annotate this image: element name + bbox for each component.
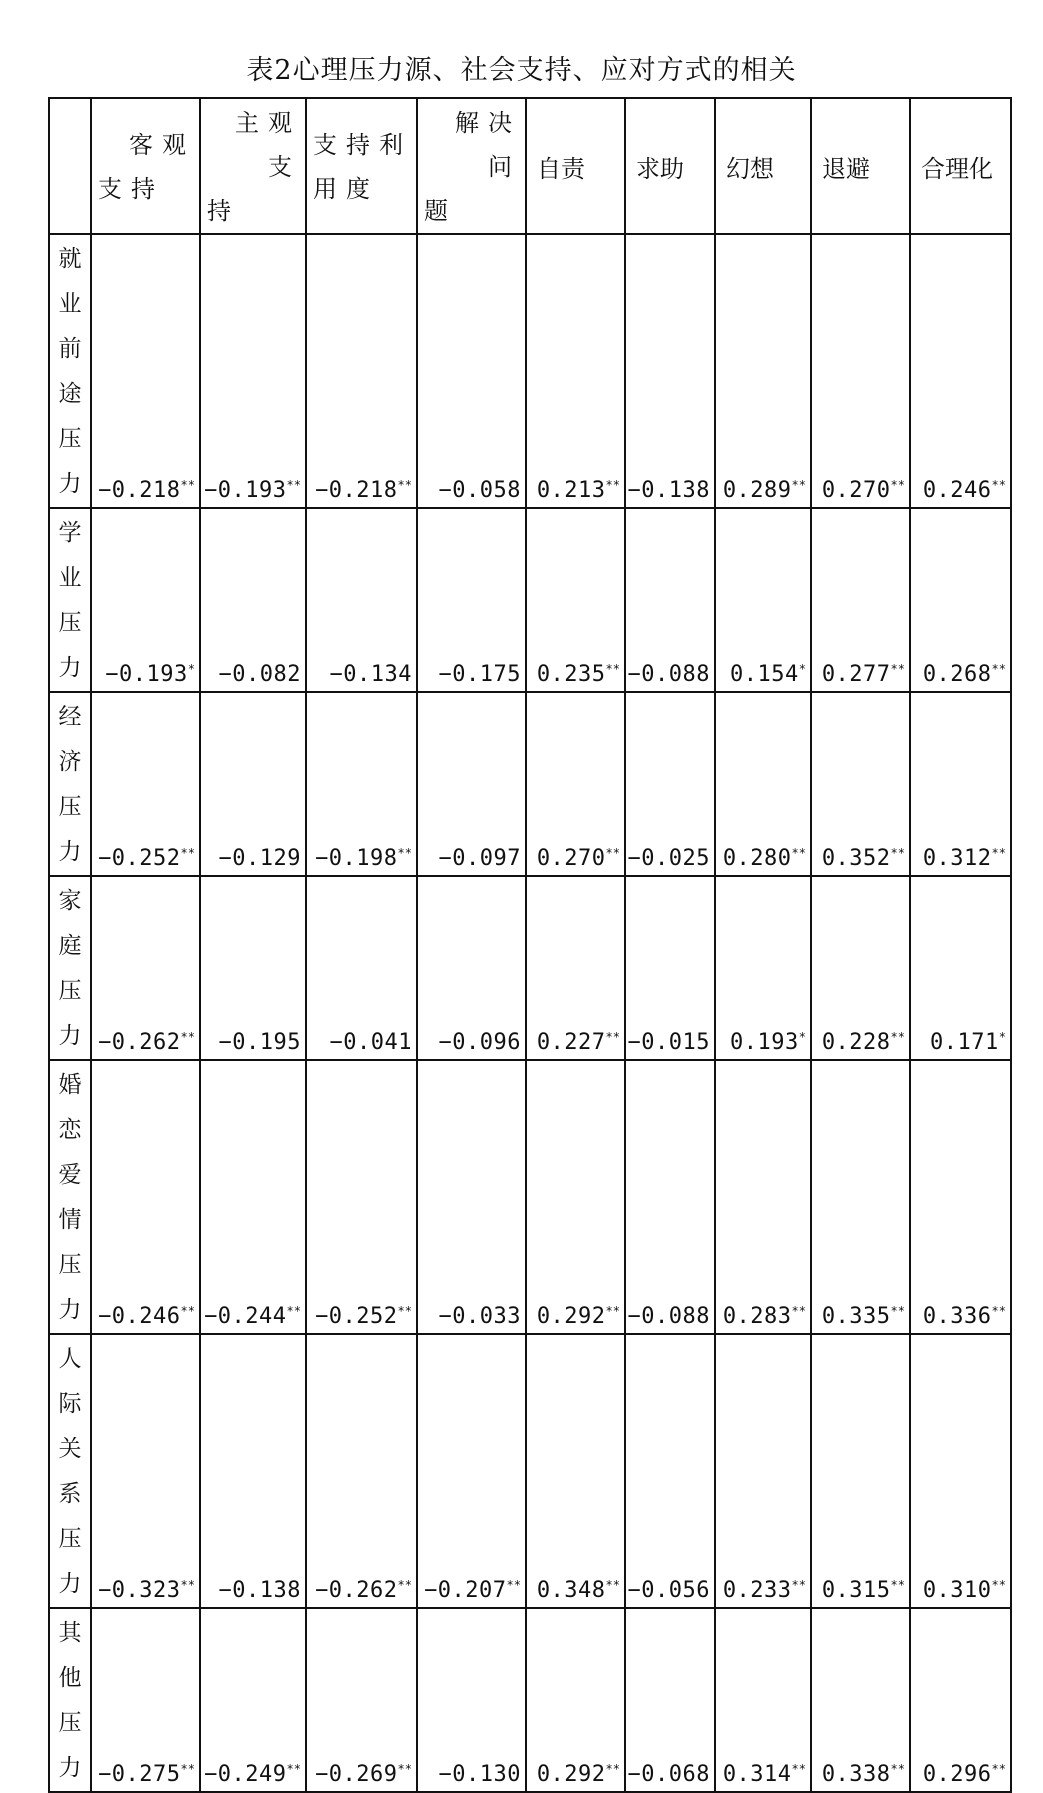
cell-value: −0.058 (438, 478, 521, 503)
column-header: 合理化 (910, 98, 1011, 234)
significance-mark: ** (180, 1030, 195, 1044)
significance-mark: ** (180, 846, 195, 860)
table-cell (200, 876, 306, 1060)
significance-mark: * (798, 1030, 806, 1044)
significance-mark: ** (397, 1762, 412, 1776)
column-header: 求助 (625, 98, 715, 234)
table-cell (526, 1060, 625, 1334)
table-cell (526, 692, 625, 876)
significance-mark: ** (991, 846, 1006, 860)
table-cell (625, 508, 715, 692)
cell-value: −0.275 (98, 1762, 181, 1787)
cell-value: −0.096 (438, 1030, 521, 1055)
cell-value: −0.041 (329, 1030, 412, 1055)
significance-mark: ** (890, 662, 905, 676)
table-cell (625, 1334, 715, 1608)
table-cell (417, 234, 526, 508)
table-cell (910, 1608, 1011, 1792)
cell-value: −0.262 (98, 1030, 181, 1055)
cell-value: −0.134 (329, 662, 412, 687)
significance-mark: * (187, 662, 195, 676)
significance-mark: ** (605, 1578, 620, 1592)
significance-mark: ** (991, 1578, 1006, 1592)
cell-value: 0.348 (536, 1578, 606, 1603)
cell-value: −0.249 (204, 1762, 287, 1787)
row-label: 就 业 前 途 压 力 (49, 234, 91, 508)
cell-value: −0.015 (627, 1030, 710, 1055)
cell-value: −0.033 (438, 1304, 521, 1329)
table-cell (91, 234, 200, 508)
cell-value: 0.171 (930, 1030, 999, 1055)
table-cell (91, 692, 200, 876)
cell-value: 0.227 (536, 1030, 606, 1055)
table-cell (306, 1060, 417, 1334)
table-cell (91, 508, 200, 692)
table-cell (715, 508, 811, 692)
significance-mark: ** (890, 1762, 905, 1776)
significance-mark: ** (605, 1762, 620, 1776)
cell-value: 0.336 (922, 1304, 992, 1329)
significance-mark: ** (286, 1304, 301, 1318)
column-header: 自责 (526, 98, 625, 234)
cell-value: −0.068 (627, 1762, 710, 1787)
cell-value: −0.056 (627, 1578, 710, 1603)
cell-value: 0.312 (922, 846, 992, 871)
table-cell (417, 508, 526, 692)
cell-value: −0.025 (627, 846, 710, 871)
cell-value: −0.138 (627, 478, 710, 503)
table-cell (200, 1608, 306, 1792)
table-cell (715, 1334, 811, 1608)
significance-mark: ** (397, 846, 412, 860)
table-cell (306, 876, 417, 1060)
cell-value: 0.352 (821, 846, 891, 871)
table-cell (811, 234, 910, 508)
significance-mark: ** (605, 662, 620, 676)
table-cell (910, 1060, 1011, 1334)
significance-mark: ** (605, 478, 620, 492)
table-cell (715, 876, 811, 1060)
significance-mark: * (798, 662, 806, 676)
significance-mark: ** (286, 478, 301, 492)
table-cell (715, 692, 811, 876)
correlation-table (48, 97, 1012, 1793)
significance-mark: ** (791, 1578, 806, 1592)
significance-mark: ** (180, 478, 195, 492)
significance-mark: ** (791, 846, 806, 860)
significance-mark: ** (890, 1578, 905, 1592)
table-row (49, 508, 1011, 692)
table-cell (910, 876, 1011, 1060)
cell-value: 0.338 (821, 1762, 891, 1787)
significance-mark: ** (791, 478, 806, 492)
cell-value: 0.280 (722, 846, 792, 871)
table-cell (417, 1060, 526, 1334)
table-cell (306, 692, 417, 876)
cell-value: −0.252 (315, 1304, 398, 1329)
cell-value: 0.233 (722, 1578, 792, 1603)
table-row (49, 1060, 1011, 1334)
table-cell (811, 508, 910, 692)
table-cell (910, 692, 1011, 876)
significance-mark: ** (180, 1578, 195, 1592)
table-cell (417, 876, 526, 1060)
table-cell (526, 234, 625, 508)
table-cell (200, 1060, 306, 1334)
significance-mark: ** (605, 1030, 620, 1044)
cell-value: −0.195 (218, 1030, 301, 1055)
table-cell (91, 1334, 200, 1608)
cell-value: −0.088 (627, 662, 710, 687)
cell-value: −0.193 (204, 478, 287, 503)
cell-value: 0.270 (821, 478, 891, 503)
table-title: 表2心理压力源、社会支持、应对方式的相关 (246, 55, 797, 86)
cell-value: 0.292 (536, 1762, 606, 1787)
row-label: 婚 恋 爱 情 压 力 (49, 1060, 91, 1334)
table-cell (811, 1334, 910, 1608)
cell-value: 0.270 (536, 846, 606, 871)
cell-value: −0.082 (218, 662, 301, 687)
cell-value: 0.193 (730, 1030, 799, 1055)
table-cell (625, 234, 715, 508)
cell-value: −0.218 (98, 478, 181, 503)
table-cell (625, 876, 715, 1060)
cell-value: −0.218 (315, 478, 398, 503)
cell-value: 0.268 (922, 662, 992, 687)
cell-value: 0.296 (922, 1762, 992, 1787)
cell-value: 0.310 (922, 1578, 992, 1603)
significance-mark: ** (791, 1762, 806, 1776)
table-cell (306, 234, 417, 508)
cell-value: 0.235 (536, 662, 606, 687)
significance-mark: ** (605, 1304, 620, 1318)
table-row (49, 1334, 1011, 1608)
row-label: 家 庭 压 力 (49, 876, 91, 1060)
table-row (49, 692, 1011, 876)
table-cell (91, 876, 200, 1060)
significance-mark: ** (180, 1762, 195, 1776)
cell-value: 0.315 (821, 1578, 891, 1603)
cell-value: 0.314 (722, 1762, 792, 1787)
table-cell (306, 1608, 417, 1792)
cell-value: −0.246 (98, 1304, 181, 1329)
significance-mark: ** (991, 662, 1006, 676)
cell-value: 0.154 (730, 662, 799, 687)
cell-value: 0.277 (821, 662, 891, 687)
table-cell (715, 234, 811, 508)
row-label: 其 他 压 力 (49, 1608, 91, 1792)
table-cell (910, 1334, 1011, 1608)
table-cell (200, 234, 306, 508)
significance-mark: * (998, 1030, 1006, 1044)
significance-mark: ** (991, 1304, 1006, 1318)
cell-value: −0.244 (204, 1304, 287, 1329)
table-cell (306, 1334, 417, 1608)
significance-mark: ** (890, 1030, 905, 1044)
column-header: 幻想 (715, 98, 811, 234)
table-cell (200, 692, 306, 876)
table-cell (526, 1608, 625, 1792)
row-label: 学 业 压 力 (49, 508, 91, 692)
cell-value: −0.198 (315, 846, 398, 871)
cell-value: −0.097 (438, 846, 521, 871)
cell-value: 0.335 (821, 1304, 891, 1329)
table-cell (910, 234, 1011, 508)
cell-value: −0.129 (218, 846, 301, 871)
significance-mark: ** (890, 846, 905, 860)
table-cell (715, 1608, 811, 1792)
table-cell (910, 508, 1011, 692)
cell-value: −0.323 (98, 1578, 181, 1603)
cell-value: 0.213 (536, 478, 606, 503)
table-cell (811, 876, 910, 1060)
corner-cell (49, 98, 91, 234)
header-row (49, 98, 1011, 234)
cell-value: −0.269 (315, 1762, 398, 1787)
column-header: 解决问 题 (417, 98, 526, 234)
table-cell (625, 1060, 715, 1334)
significance-mark: ** (397, 478, 412, 492)
table-cell (200, 508, 306, 692)
table-cell (200, 1334, 306, 1608)
significance-mark: ** (890, 1304, 905, 1318)
table-cell (91, 1060, 200, 1334)
table-cell (417, 1334, 526, 1608)
table-cell (306, 508, 417, 692)
table-cell (715, 1060, 811, 1334)
cell-value: 0.289 (722, 478, 792, 503)
cell-value: −0.262 (315, 1578, 398, 1603)
significance-mark: ** (991, 1762, 1006, 1776)
table-row (49, 1608, 1011, 1792)
cell-value: 0.292 (536, 1304, 606, 1329)
table-cell (625, 1608, 715, 1792)
table-row (49, 234, 1011, 508)
significance-mark: ** (890, 478, 905, 492)
table-row (49, 876, 1011, 1060)
column-header: 退避 (811, 98, 910, 234)
table-cell (526, 876, 625, 1060)
column-header: 支持利 用度 (306, 98, 417, 234)
table-cell (811, 1608, 910, 1792)
cell-value: 0.228 (821, 1030, 891, 1055)
table-cell (625, 692, 715, 876)
significance-mark: ** (286, 1762, 301, 1776)
cell-value: 0.283 (722, 1304, 792, 1329)
significance-mark: ** (791, 1304, 806, 1318)
cell-value: −0.175 (438, 662, 521, 687)
column-header: 客观 支持 (91, 98, 200, 234)
significance-mark: ** (180, 1304, 195, 1318)
table-cell (811, 1060, 910, 1334)
significance-mark: ** (397, 1578, 412, 1592)
column-header: 主观支 持 (200, 98, 306, 234)
cell-value: −0.193 (105, 662, 188, 687)
table-cell (417, 1608, 526, 1792)
cell-value: −0.130 (438, 1762, 521, 1787)
cell-value: −0.088 (627, 1304, 710, 1329)
cell-value: −0.252 (98, 846, 181, 871)
table-cell (526, 1334, 625, 1608)
significance-mark: ** (605, 846, 620, 860)
table-cell (811, 692, 910, 876)
table-cell (417, 692, 526, 876)
row-label: 人 际 关 系 压 力 (49, 1334, 91, 1608)
significance-mark: ** (397, 1304, 412, 1318)
cell-value: −0.138 (218, 1578, 301, 1603)
significance-mark: ** (506, 1578, 521, 1592)
significance-mark: ** (991, 478, 1006, 492)
row-label: 经 济 压 力 (49, 692, 91, 876)
cell-value: −0.207 (424, 1578, 507, 1603)
table-cell (91, 1608, 200, 1792)
table-cell (526, 508, 625, 692)
cell-value: 0.246 (922, 478, 992, 503)
